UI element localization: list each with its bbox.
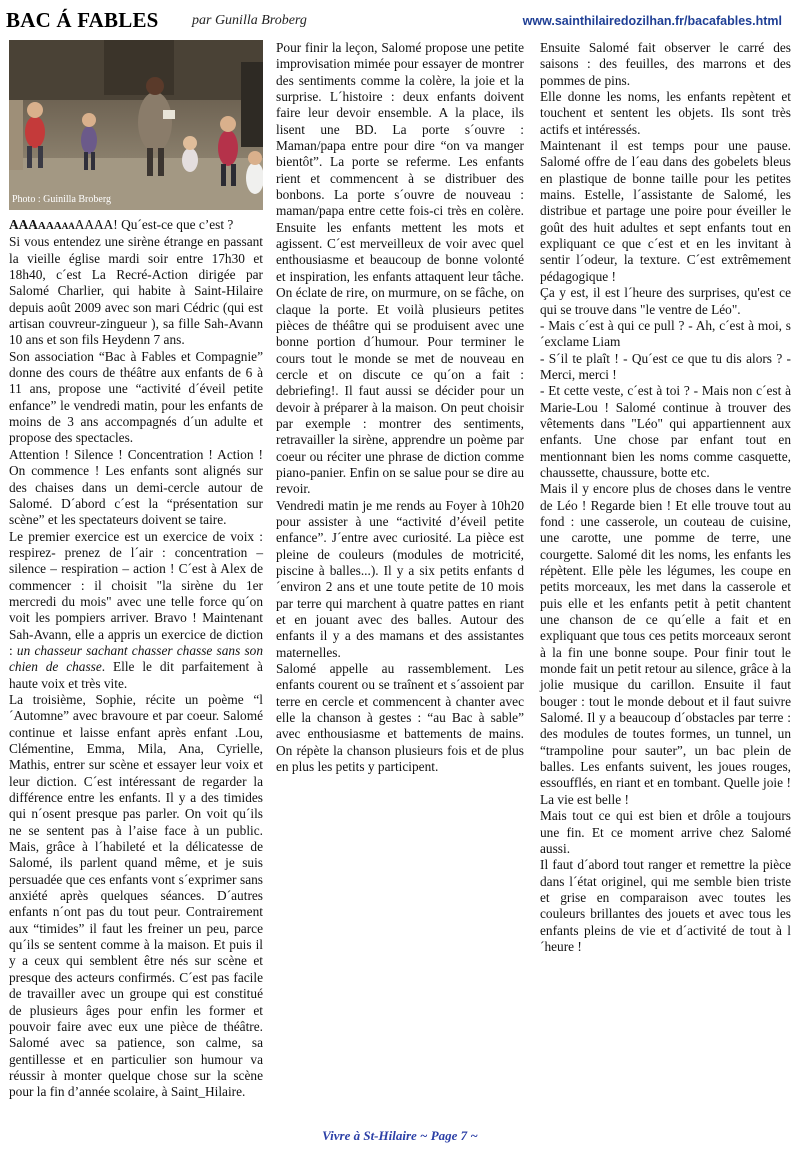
column-1 [9, 40, 263, 1101]
article-title: BAC Á FABLES [6, 8, 159, 32]
paragraph-16: Mais il y encore plus de choses dans le ventre de Léo ! Regarde bien ! Et elle trouve tout au fond : une casserole, un couteau de cuisine, une carotte, une pomme de terre, une courgette. Salomé dit les noms, les enfants les répètent. Elle pèle les légumes, les coupe en petits morceaux, les met dans la casserole et puis elle et les enfants petit à petit chantent une chanson de ce qu´elle a fait et en expliquant que tous ces petits morceaux seront à la fin une bonne soupe. Pour finir tout le monde fait un petit retour au silence, grâce à la jolie musique du carillon. Ensuite il faut bouger : tout le monde debout et il faut suivre Salomé. Il y a beaucoup d´obstacles par terre : des modules de toutes formes, un tunnel, un “trampoline pour sauter”, un bac plein de balles. Les enfants suivent, les joues rouges, essoufflés, en riant et en tombant. Quelle joie ! La vie est belle ! [540, 481, 791, 807]
intro-shout-medium: AAA [37, 220, 62, 232]
paragraph-14: - S´il te plaît ! - Qu´est ce que tu dis alors ? - Merci, merci ! [540, 350, 791, 382]
paragraph-17: Mais tout ce qui est bien et drôle a toujours une fin. Et ce moment arrive chez Salomé aussi. [540, 808, 791, 856]
paragraph-11: Maintenant il est temps pour une pause. Salomé offre de l´eau dans des gobelets bleus en plastique de bonne taille pour les petites mains. Estelle, l´assistante de Salomé, les distribue et partage une poire pour éveiller le goût des huit adultes et sept enfants tout en expliquant ce que c´est et en les invitant à sentir l´odeur, la texture. C´est extrêmement pédagogique ! [540, 138, 791, 284]
paragraph-10: Elle donne les noms, les enfants repètent et touchent et sentent les objets. Ils sont très actifs et intéressés. [540, 89, 791, 137]
paragraph-8: Salomé appelle au rassemblement. Les enfants courent ou se traînent et s´assoient par terre en cercle et commencent à chanter avec elle la chanson à gestes : “au Bac à sable” avec enthousiasme et battements de mains. On répète la chanson plusieurs fois et de plus en plus les petits y participent. [276, 661, 524, 775]
paragraph-5: La troisième, Sophie, récite un poème “l´Automne” avec bravoure et par coeur. Salomé continue et laisse enfant après enfant .Lou, Clémentine, Emma, Mila, Ana, Cyrielle, Mathis, entrer sur scène et essayer leur voix et leur diction. C´est intéressant de regarder la différence entre les enfants. Il y a des timides qui n´osent presque pas parler. On voit qu´ils ne se sentent pas à l’aise face à un public. Mais, grâce à l´habileté et la délicatesse de Salomé, ils parlent quand même, et je suis persuadée que ces enfants vont s´exprimer sans anxiété après quelques séances. D´autres enfants n´ont pas du tout peur. Contrairement aux “timides” il faut les freiner un peu, parce qu´ils se sentent comme à la maison. Et puis il y a ceux qui semblent être nés sur scène et presque des acteurs confirmés. C´est pas facile de travailler avec un groupe qui est constitué de plusieurs âges pour enfin les former et pouvoir faire avec eux une pièce de théâtre. Salomé avec sa patience, son calme, sa gentillesse et en particulier son humour va réussir à monter quelque chose sur la scène pour la fin d’année scolaire, à Saint_Hilaire. [9, 691, 263, 1100]
paragraph-4 [9, 529, 263, 692]
column-2 [276, 40, 524, 775]
intro-shout-large: AAA [9, 217, 38, 232]
article-photo [9, 40, 263, 210]
photo-credit: Photo : Guinilla Broberg [12, 193, 111, 205]
paragraph-13: - Mais c´est à qui ce pull ? - Ah, c´est à moi, s´exclame Liam [540, 317, 791, 350]
page-header [6, 8, 794, 32]
paragraph-15: - Et cette veste, c´est à toi ? - Mais non c´est à Marie-Lou ! Salomé continue à trouver des vêtements dans "Léo" qui appartiennent aux enfants. Une chose par enfant tout en mentionnant bien les noms comme casquette, chaussette, chaussure, botte etc. [540, 383, 791, 480]
tongue-twister: un chasseur sachant chasser chasse sans son chien de chasse [9, 642, 263, 675]
paragraph-4-text: Le premier exercice est un exercice de voix : respirez- prenez de l´air : concentration – silence – respiration – action ! C´est à Alex de commencer : il choisit "la sirène du 1er mercredi du mois" avec une telle force qu´on voit les pompiers arriver. Bravo ! Maintenant Sah-Avann, elle a appris un exercice de diction : [9, 528, 263, 658]
intro-paragraph [9, 217, 263, 234]
paragraph-18: Il faut d´abord tout ranger et remettre la pièce dans l´état originel, qui me semble bien triste et grise en comparaison avec toutes les couleurs brillantes des jouets et avec tous les enfants pleins de vie et d´activité de tout à l´heure ! [540, 857, 791, 954]
paragraph-1: Si vous entendez une sirène étrange en passant la vieille église mardi soir entre 17h30 et 18h40, c´est La Recré-Action dirigée par Salomé Charlier, qui habite à Saint-Hilaire depuis août 2009 avec son mari Cédric (qui est artisan couvreur-zingueur ), sa fille Sah-Avann 10 ans et son fils Heydenn 7 ans. [9, 234, 263, 348]
intro-shout-small: AA [61, 221, 75, 231]
byline: par Gunilla Broberg [192, 13, 307, 28]
page-footer: Vivre à St-Hilaire ~ Page 7 ~ [322, 1128, 478, 1143]
paragraph-2: Son association “Bac à Fables et Compagnie” donne des cours de théâtre aux enfants de 6 à 11 ans, propose une “activité d´éveil petite enfance” le vendredi matin, pour les enfants de moins de 3 ans accompagnés d´un adulte et propose des spectacles. [9, 348, 263, 446]
paragraph-9: Ensuite Salomé fait observer le carré des saisons : des feuilles, des marrons et des pommes de pins. [540, 40, 791, 88]
paragraph-7: Vendredi matin je me rends au Foyer à 10h20 pour assister à une “activité d’éveil petite enfance”. J´entre avec curiosité. La pièce est pleine de couleurs (modules de motricité, piscine à balles...). Il y a six petits enfants d´environ 2 ans et une toute petite de 10 mois par terre qui marchent à quatre pattes en riant et en jouant avec des balles. Autour des enfants il y a des mamans et des assistantes maternelles. [276, 497, 524, 660]
paragraph-4-end: . Elle le dit parfaitement à haute voix et très vite. [9, 659, 263, 691]
intro-rest: AAAA! Qu´est-ce que c’est ? [74, 217, 234, 232]
paragraph-3: Attention ! Silence ! Concentration ! Action ! On commence ! Les enfants sont alignés sur des chaises dans un demi-cercle autour de Salomé. D´abord c´est la “présentation sur scène” et les spectateurs doivent se taire. [9, 446, 263, 528]
paragraph-12: Ça y est, il est l´heure des surprises, qu'est ce qui se trouve dans "le ventre de Léo". [540, 285, 791, 317]
column-3 [540, 40, 791, 955]
paragraph-6: Pour finir la leçon, Salomé propose une petite improvisation mimée pour essayer de montrer des sentiments comme la colère, la joie et la surprise. L´histoire : deux enfants doivent faire leur devoir ensemble. A la place, ils lisent une BD. La porte s´ouvre : Maman/papa entre pour dire “on va manger bientôt”. La porte se referme. Les enfants rient et commencent à se distribuer des bonbons. La porte s´ouvre de nouveau : maman/papa entre cette fois-ci très en colère. Ensuite les enfants mettent les mots et agissent. C´est merveilleux de voir avec quel enthousiasme et beaucoup de bonne volonté et inspiration, les enfants attaquent leur tâche. On éclate de rire, on murmure, on se fâche, on claque la porte. Et voilà plusieurs petites pièces de théâtre qui se produisent avec une bonne portion d´humour. Pour terminer le cours tout le monde se met de nouveau en cercle et on discute ce qu´on a fait : debriefing!. Il faut aussi se décider pour un devoir à préparer à la maison. On peut choisir par exemple : montrer des sentiments, retravailler la sirène, apprendre un poème par coeur ou réciter une phrase de diction comme piano-panier. Enfin on se salue pour se dire au revoir. [276, 40, 524, 497]
rehearsal-photo-illustration [9, 40, 263, 210]
website-link[interactable]: www.sainthilairedozilhan.fr/bacafables.html [522, 14, 782, 28]
